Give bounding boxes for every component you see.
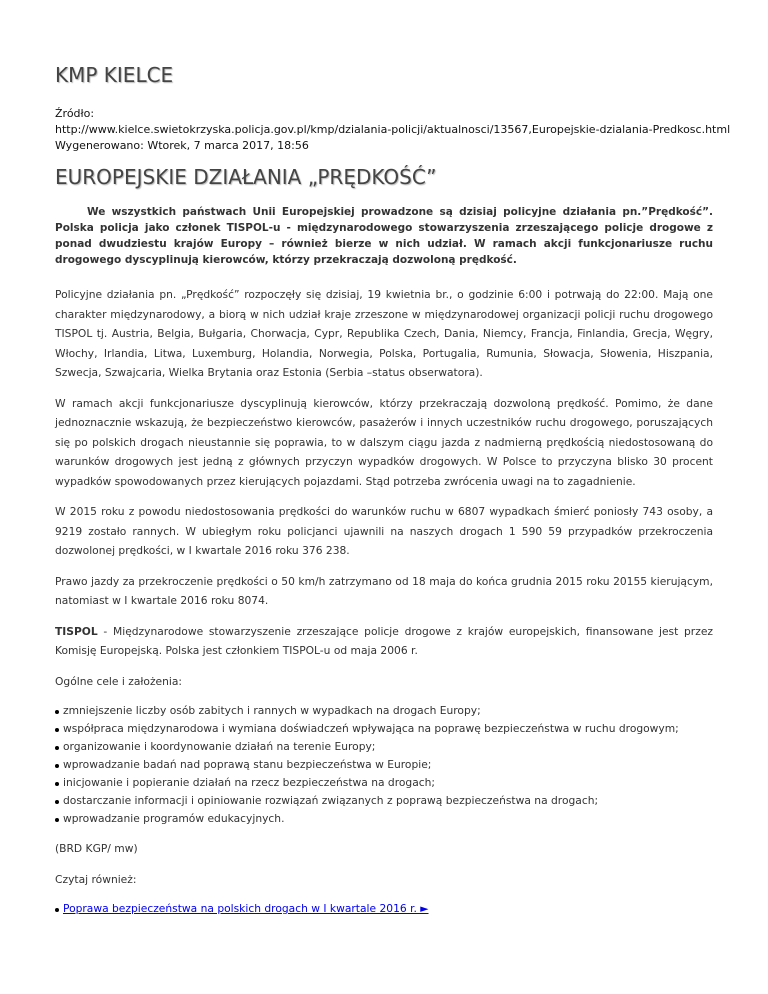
related-links-list: [55, 900, 713, 918]
list-item: wprowadzanie programów edukacyjnych.: [55, 810, 713, 828]
signature: (BRD KGP/ mw): [55, 842, 138, 855]
goals-intro: Ogólne cele i założenia:: [55, 674, 183, 688]
list-item: wprowadzanie badań nad poprawą stanu bezpieczeństwa w Europie;: [55, 756, 713, 774]
read-also-heading: Czytaj również:: [55, 872, 137, 886]
goals-list: [55, 702, 713, 828]
paragraph-1: Policyjne działania pn. „Prędkość” rozpoczęły się dzisiaj, 19 kwietnia br., o godzinie 6:00 i potrwają do 22:00. Mają one charakter międzynarodowy, a biorą w nich udział kraje zrzeszone w międzynarodowej organizacji policji ruchu drogowego TISPOL tj. Austria, Belgia, Bułgaria, Chorwacja, Cypr, Republika Czech, Dania, Niemcy, Francja, Finlandia, Grecja, Węgry, Włochy, Irlandia, Litwa, Luxemburg, Holandia, Norwegia, Polska, Portugalia, Rumunia, Słowacja, Słowenia, Hiszpania, Szwecja, Szwajcaria, Wielka Brytania oraz Estonia (Serbia –status obserwatora).: [55, 288, 713, 379]
list-item: współpraca międzynarodowa i wymiana doświadczeń wpływająca na poprawę bezpieczeństwa w ruchu drogowym;: [55, 720, 713, 738]
tispol-term: TISPOL: [55, 624, 98, 638]
site-title: KMP KIELCE: [55, 63, 174, 87]
list-item: zmniejszenie liczby osób zabitych i rannych w wypadkach na drogach Europy;: [55, 702, 713, 720]
paragraph-2: W ramach akcji funkcjonariusze dyscyplinują kierowców, którzy przekraczają dozwoloną prędkość. Pomimo, że dane jednoznacznie wskazują, że bezpieczeństwo kierowców, pasażerów i innych uczestników ruchu drogowego, poruszających się po polskich drogach nieustannie się poprawia, to w dalszym ciągu jazda z nadmierną prędkością niedostosowaną do warunków drogowych jest jedną z głównych przyczyn wypadków drogowych. W Polsce to przyczyna blisko 30 procent wypadków spowodowanych przez kierujących pojazdami. Stąd potrzeba zwrócenia uwagi na to zagadnienie.: [55, 396, 713, 488]
paragraph-4: Prawo jazdy za przekroczenie prędkości o 50 km/h zatrzymano od 18 maja do końca grudnia 2015 roku 20155 kierującym, natomiast w I kwartale 2016 roku 8074.: [55, 574, 713, 607]
source-url: http://www.kielce.swietokrzyska.policja.gov.pl/kmp/dzialania-policji/aktualnosci/13567,Europejskie-dzialania-Predkosc.html: [55, 123, 731, 136]
paragraph-3: W 2015 roku z powodu niedostosowania prędkości do warunków ruchu w 6807 wypadkach śmierć poniosły 743 osoby, a 9219 zostało rannych. W ubiegłym roku policjanci ujawnili na naszych drogach 1 590 59 przypadków przekroczenia dozwolonej prędkości, w I kwartale 2016 roku 376 238.: [55, 505, 713, 557]
list-item: inicjowanie i popieranie działań na rzecz bezpieczeństwa na drogach;: [55, 774, 713, 792]
source-label: Źródło:: [55, 107, 95, 120]
generated-timestamp: Wygenerowano: Wtorek, 7 marca 2017, 18:56: [55, 139, 309, 152]
source-meta: [55, 106, 731, 154]
related-list-item: [55, 900, 713, 918]
list-item: organizowanie i koordynowanie działań na terenie Europy;: [55, 738, 713, 756]
tispol-definition: - Międzynarodowe stowarzyszenie zrzeszające policje drogowe z krajów europejskich, finansowane jest przez Komisję Europejską. Polska jest członkiem TISPOL-u od maja 2006 r.: [55, 624, 713, 657]
article-title: EUROPEJSKIE DZIAŁANIA „PRĘDKOŚĆ”: [55, 165, 437, 189]
list-item: dostarczanie informacji i opiniowanie rozwiązań związanych z poprawą bezpieczeństwa na drogach;: [55, 792, 713, 810]
related-article-link[interactable]: Poprawa bezpieczeństwa na polskich drogach w I kwartale 2016 r. ►: [63, 902, 429, 915]
article-lead: We wszystkich państwach Unii Europejskiej prowadzone są dzisiaj policyjne działania pn.”Prędkość”. Polska policja jako członek TISPOL-u - międzynarodowego stowarzyszenia zrzeszającego policje drogowe z ponad dwudziestu krajów Europy – również bierze w nich udział. W ramach akcji funkcjonariusze ruchu drogowego dyscyplinują kierowców, którzy przekraczają dozwoloną prędkość.: [55, 206, 713, 266]
paragraph-tispol: [55, 622, 713, 661]
